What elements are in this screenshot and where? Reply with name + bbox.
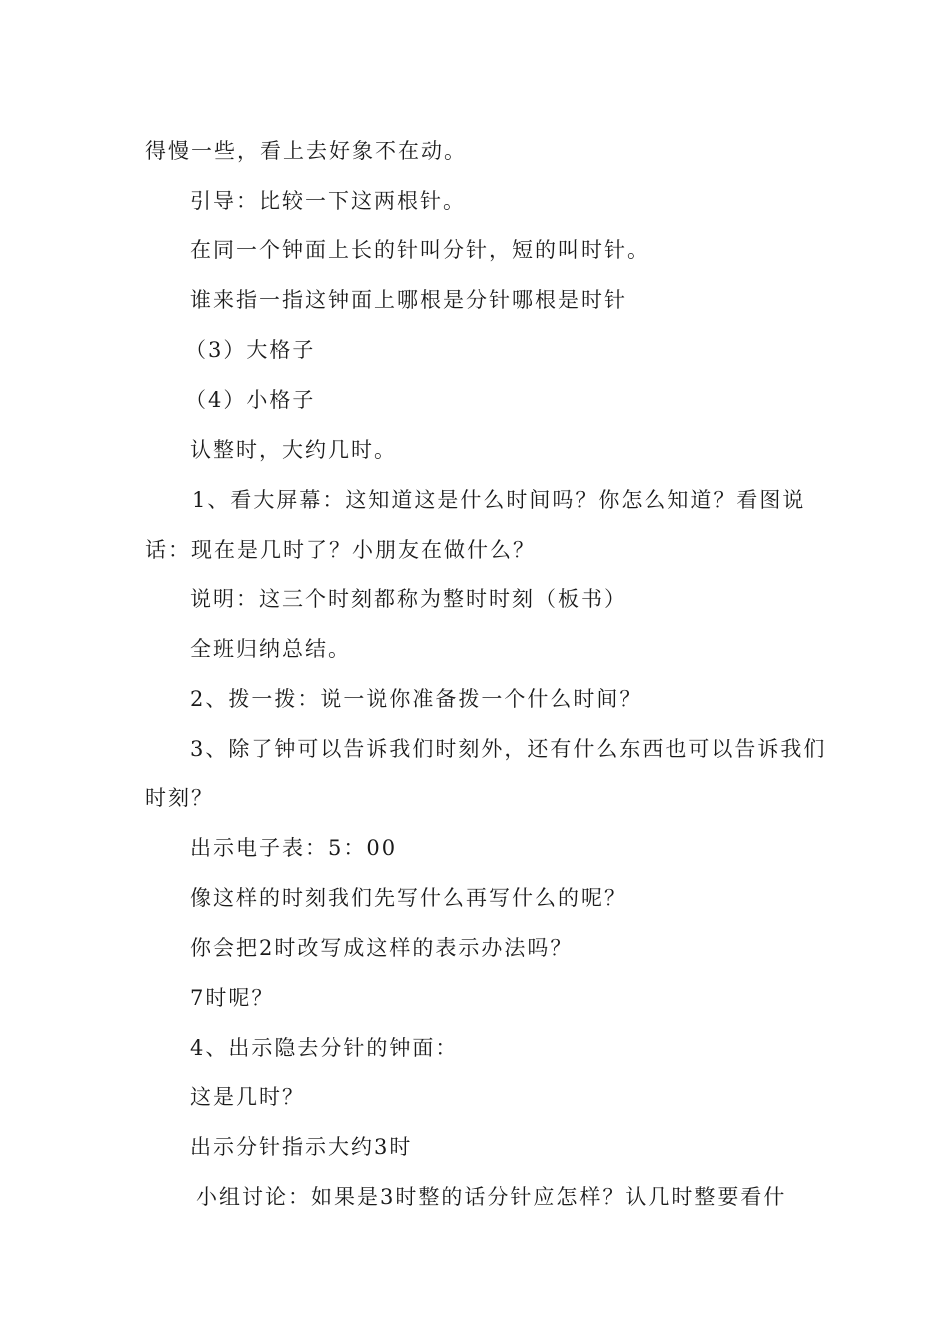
text-line: 2、拨一拨：说一说你准备拨一个什么时间？ — [190, 687, 643, 711]
text-line: （3）大格子 — [185, 338, 316, 362]
text-line: 全班归纳总结。 — [190, 637, 351, 661]
text-line: 谁来指一指这钟面上哪根是分针哪根是时针 — [190, 288, 627, 312]
text-line: 4、出示隐去分针的钟面： — [190, 1036, 459, 1060]
text-line: 时刻？ — [145, 786, 214, 810]
text-line: 认整时，大约几时。 — [190, 438, 397, 462]
text-line: 出示分针指示大约3时 — [190, 1135, 413, 1159]
text-line: 得慢一些，看上去好象不在动。 — [145, 139, 467, 163]
text-line: （4）小格子 — [185, 388, 316, 412]
text-line: 出示电子表：5：00 — [190, 836, 398, 860]
text-line: 这是几时？ — [190, 1085, 305, 1109]
text-line: 像这样的时刻我们先写什么再写什么的呢？ — [190, 886, 627, 910]
text-line: 7时呢？ — [190, 986, 275, 1010]
text-line: 你会把2时改写成这样的表示办法吗？ — [190, 936, 574, 960]
text-line: 小组讨论：如果是3时整的话分针应怎样？认几时整要看什 — [196, 1185, 787, 1209]
text-line: 说明：这三个时刻都称为整时时刻（板书） — [190, 587, 627, 611]
text-line: 3、除了钟可以告诉我们时刻外，还有什么东西也可以告诉我们 — [190, 737, 827, 761]
text-line: 引导：比较一下这两根针。 — [190, 189, 466, 213]
text-line: 在同一个钟面上长的针叫分针，短的叫时针。 — [190, 238, 650, 262]
text-line: 1、看大屏幕：这知道这是什么时间吗？你怎么知道？看图说 — [192, 488, 806, 512]
text-line: 话：现在是几时了？小朋友在做什么？ — [145, 538, 536, 562]
